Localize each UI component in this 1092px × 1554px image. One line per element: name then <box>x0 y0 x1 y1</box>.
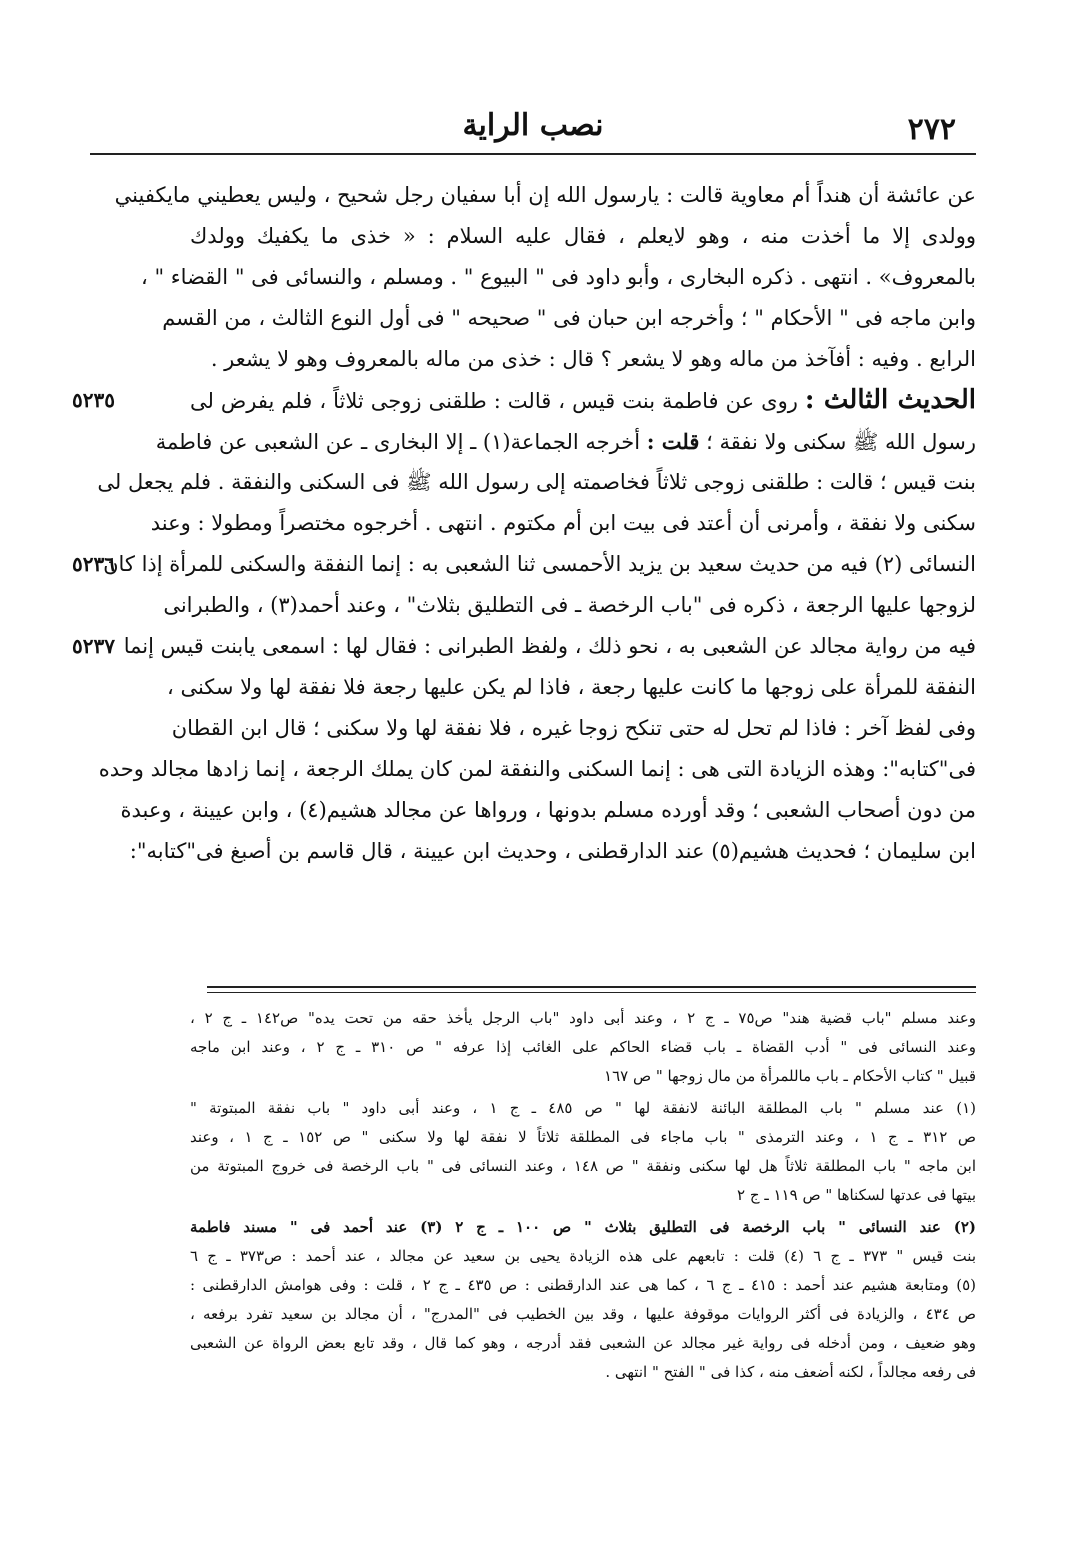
hadith-number: ٥٢٣٥ <box>72 388 115 412</box>
text-line-hadith <box>72 380 976 421</box>
text-line: من دون أصحاب الشعبى ؛ وقد أورده مسلم بدونها ، ورواها عن مجالد هشيم(٤) ، وابن عيينة ، وعبدة <box>120 798 976 822</box>
text-segment: روى عن فاطمة بنت قيس ، قالت : طلقنى زوجى ثلاثاً ، فلم يفرض لى <box>190 389 798 413</box>
hadith-number: ٥٢٣٦ <box>72 552 115 576</box>
text-segment: فيه من رواية مجالد عن الشعبى به ، نحو ذلك ، ولفظ الطبرانى : فقال لها : اسمعى يابنت قيس إنما <box>123 634 976 658</box>
text-line: بنت قيس ؛ قالت : طلقنى زوجى ثلاثاً فخاصمته إلى رسول الله ﷺ فى السكنى والنفقة . فلم يجعل لى <box>97 470 976 494</box>
running-title: نصب الراية <box>462 108 604 143</box>
text-line: وولدى إلا ما أخذت منه ، وهو لايعلم ، فقال عليه السلام : « خذى ما يكفيك وولدك <box>190 224 976 248</box>
text-line-numbered <box>72 626 976 667</box>
text-line: وفى لفظ آخر : فاذا لم تحل له حتى تنكح زوجا غيره ، فلا نفقة لها ولا سكنى ؛ قال ابن القطان <box>171 716 976 740</box>
text-line: فى"كتابه": وهذه الزيادة التى هى : إنما السكنى والنفقة لمن كان يملك الرجعة ، إنما زادها مجالد وحده <box>98 757 976 781</box>
page-number: ٢٧٢ <box>907 112 956 147</box>
footnote-line: وعند النسائى فى " أدب القضاة ـ باب قضاء الحاكم على الغائب إذا عرفه " ص ٣١٠ ـ ج ٢ ، وعند ابن ماجه <box>190 1038 976 1056</box>
hadith-label: الحديث الثالث : <box>804 385 976 415</box>
text-line <box>155 421 976 462</box>
hadith-number: ٥٢٣٧ <box>72 634 115 658</box>
text-line: النفقة للمرأة على زوجها ما كانت عليها رجعة ، فاذا لم يكن عليها رجعة فلا نفقة لها ولا سكنى ، <box>166 675 976 699</box>
text-line: الرابع . وفيه : أفآخذ من ماله وهو لا يشعر ؟ قال : خذى من ماله بالمعروف وهو لا يشعر . <box>210 347 976 371</box>
footnote-line: بيتها فى عدتها لسكناها " ص ١١٩ ـ ج ٢ <box>737 1186 976 1204</box>
text-line: بالمعروف» . انتهى . ذكره البخارى ، وأبو داود فى " البيوع " . ومسلم ، والنسائى فى " القضاء " ، <box>141 265 976 289</box>
footnote-rule <box>207 986 976 988</box>
footnote-line: (٥) ومتابعة هشيم عند أحمد : ٤١٥ ـ ج ٦ ، كما هى عند الدارقطنى : ص ٤٣٥ ـ ج ٢ ، قلت : وفى هوامش الدارقطنى : <box>190 1276 976 1294</box>
text-segment: النسائى (٢) فيه من حديث سعيد بن يزيد الأحمسى ثنا الشعبى به : إنما النفقة والسكنى للمرأة إذا كان <box>103 552 976 576</box>
footnote-line: بنت قيس " ٣٧٣ ـ ج ٦ (٤) قلت : تابعهم على هذه الزيادة يحيى بن سعيد عن مجالد ، عند أحمد : ص٣٧٣ ـ ج ٦ <box>190 1247 976 1265</box>
footnotes <box>190 1004 976 1387</box>
text-segment: أخرجه الجماعة(١) ـ إلا البخارى ـ عن الشعبى عن فاطمة <box>155 430 641 454</box>
footnote-line: وهو ضعيف ، ومن أدخله فى رواية غير مجالد عن الشعبى فقد أدرجه ، وهو كما قال ، وقد تابع بعض الرواة عن الشعبى <box>190 1334 976 1352</box>
text-line: لزوجها عليها الرجعة ، ذكره فى "باب الرخصة ـ فى التطليق بثلاث" ، وعند أحمد(٣) ، والطبرانى <box>163 593 976 617</box>
text-line: وابن ماجه فى " الأحكام " ؛ وأخرجه ابن حبان فى " صحيحه " فى أول النوع الثالث ، من القسم <box>162 306 976 330</box>
text-line: سكنى ولا نفقة ، وأمرنى أن أعتد فى بيت ابن أم مكتوم . انتهى . أخرجوه مختصراً ومطولا : وعند <box>150 511 976 535</box>
page-header <box>90 108 976 150</box>
text-segment: رسول الله ﷺ سكنى ولا نفقة ؛ <box>706 430 976 454</box>
text-line: ابن سليمان ؛ فحديث هشيم(٥) عند الدارقطنى ، وحديث ابن عيينة ، قال قاسم بن أصبغ فى"كتابه": <box>129 839 976 863</box>
main-text <box>72 175 976 872</box>
footnote-line: وعند مسلم "باب قضية هند" ص٧٥ ـ ج ٢ ، وعند أبى داود "باب الرجل يأخذ حقه من تحت يده" ص١٤٢ ـ ج ٢ ، <box>190 1009 976 1027</box>
footnote-line: ص ٤٣٤ ، والزيادة فى أكثر الروايات موقوفة عليها ، وقد بين الخطيب فى "المدرج" ، أن مجالد بن سعيد تفرد برفعه ، <box>190 1305 976 1323</box>
qult-label: قلت : <box>646 429 700 454</box>
footnote-line: فى رفعه مجالداً ، لكنه أضعف منه ، كذا فى " الفتح " انتهى . <box>605 1363 976 1381</box>
footnote-line: (٢) عند النسائى " باب الرخصة فى التطليق بثلاث " ص ١٠٠ ـ ج ٢ (٣) عند أحمد فى " مسند فاطمة <box>190 1218 976 1236</box>
footnote-rule <box>207 992 976 993</box>
footnote-line: قبيل " كتاب الأحكام ـ باب ماللمرأة من مال زوجها " ص ١٦٧ <box>604 1067 976 1085</box>
header-rule <box>90 153 976 155</box>
text-line-numbered <box>72 544 976 585</box>
footnote-line: (١) عند مسلم " باب المطلقة البائنة لانفقة لها " ص ٤٨٥ ـ ج ١ ، وعند أبى داود " باب نفقة المبتوتة " <box>190 1099 976 1117</box>
footnote-line: ص ٣١٢ ـ ج ١ ، وعند الترمذى " باب ماجاء فى المطلقة ثلاثاً لا نفقة لها ولا سكنى " ص ١٥٢ ـ ج ١ ، وعند <box>190 1128 976 1146</box>
text-line: عن عائشة أن هنداً أم معاوية قالت : يارسول الله إن أبا سفيان رجل شحيح ، وليس يعطيني مايكفيني <box>114 183 976 207</box>
footnote-line: ابن ماجه " باب المطلقة ثلاثاً هل لها سكنى ونفقة " ص ١٤٨ ، وعند النسائى فى " باب الرخصة فى خروج المبتوتة من <box>190 1157 976 1175</box>
